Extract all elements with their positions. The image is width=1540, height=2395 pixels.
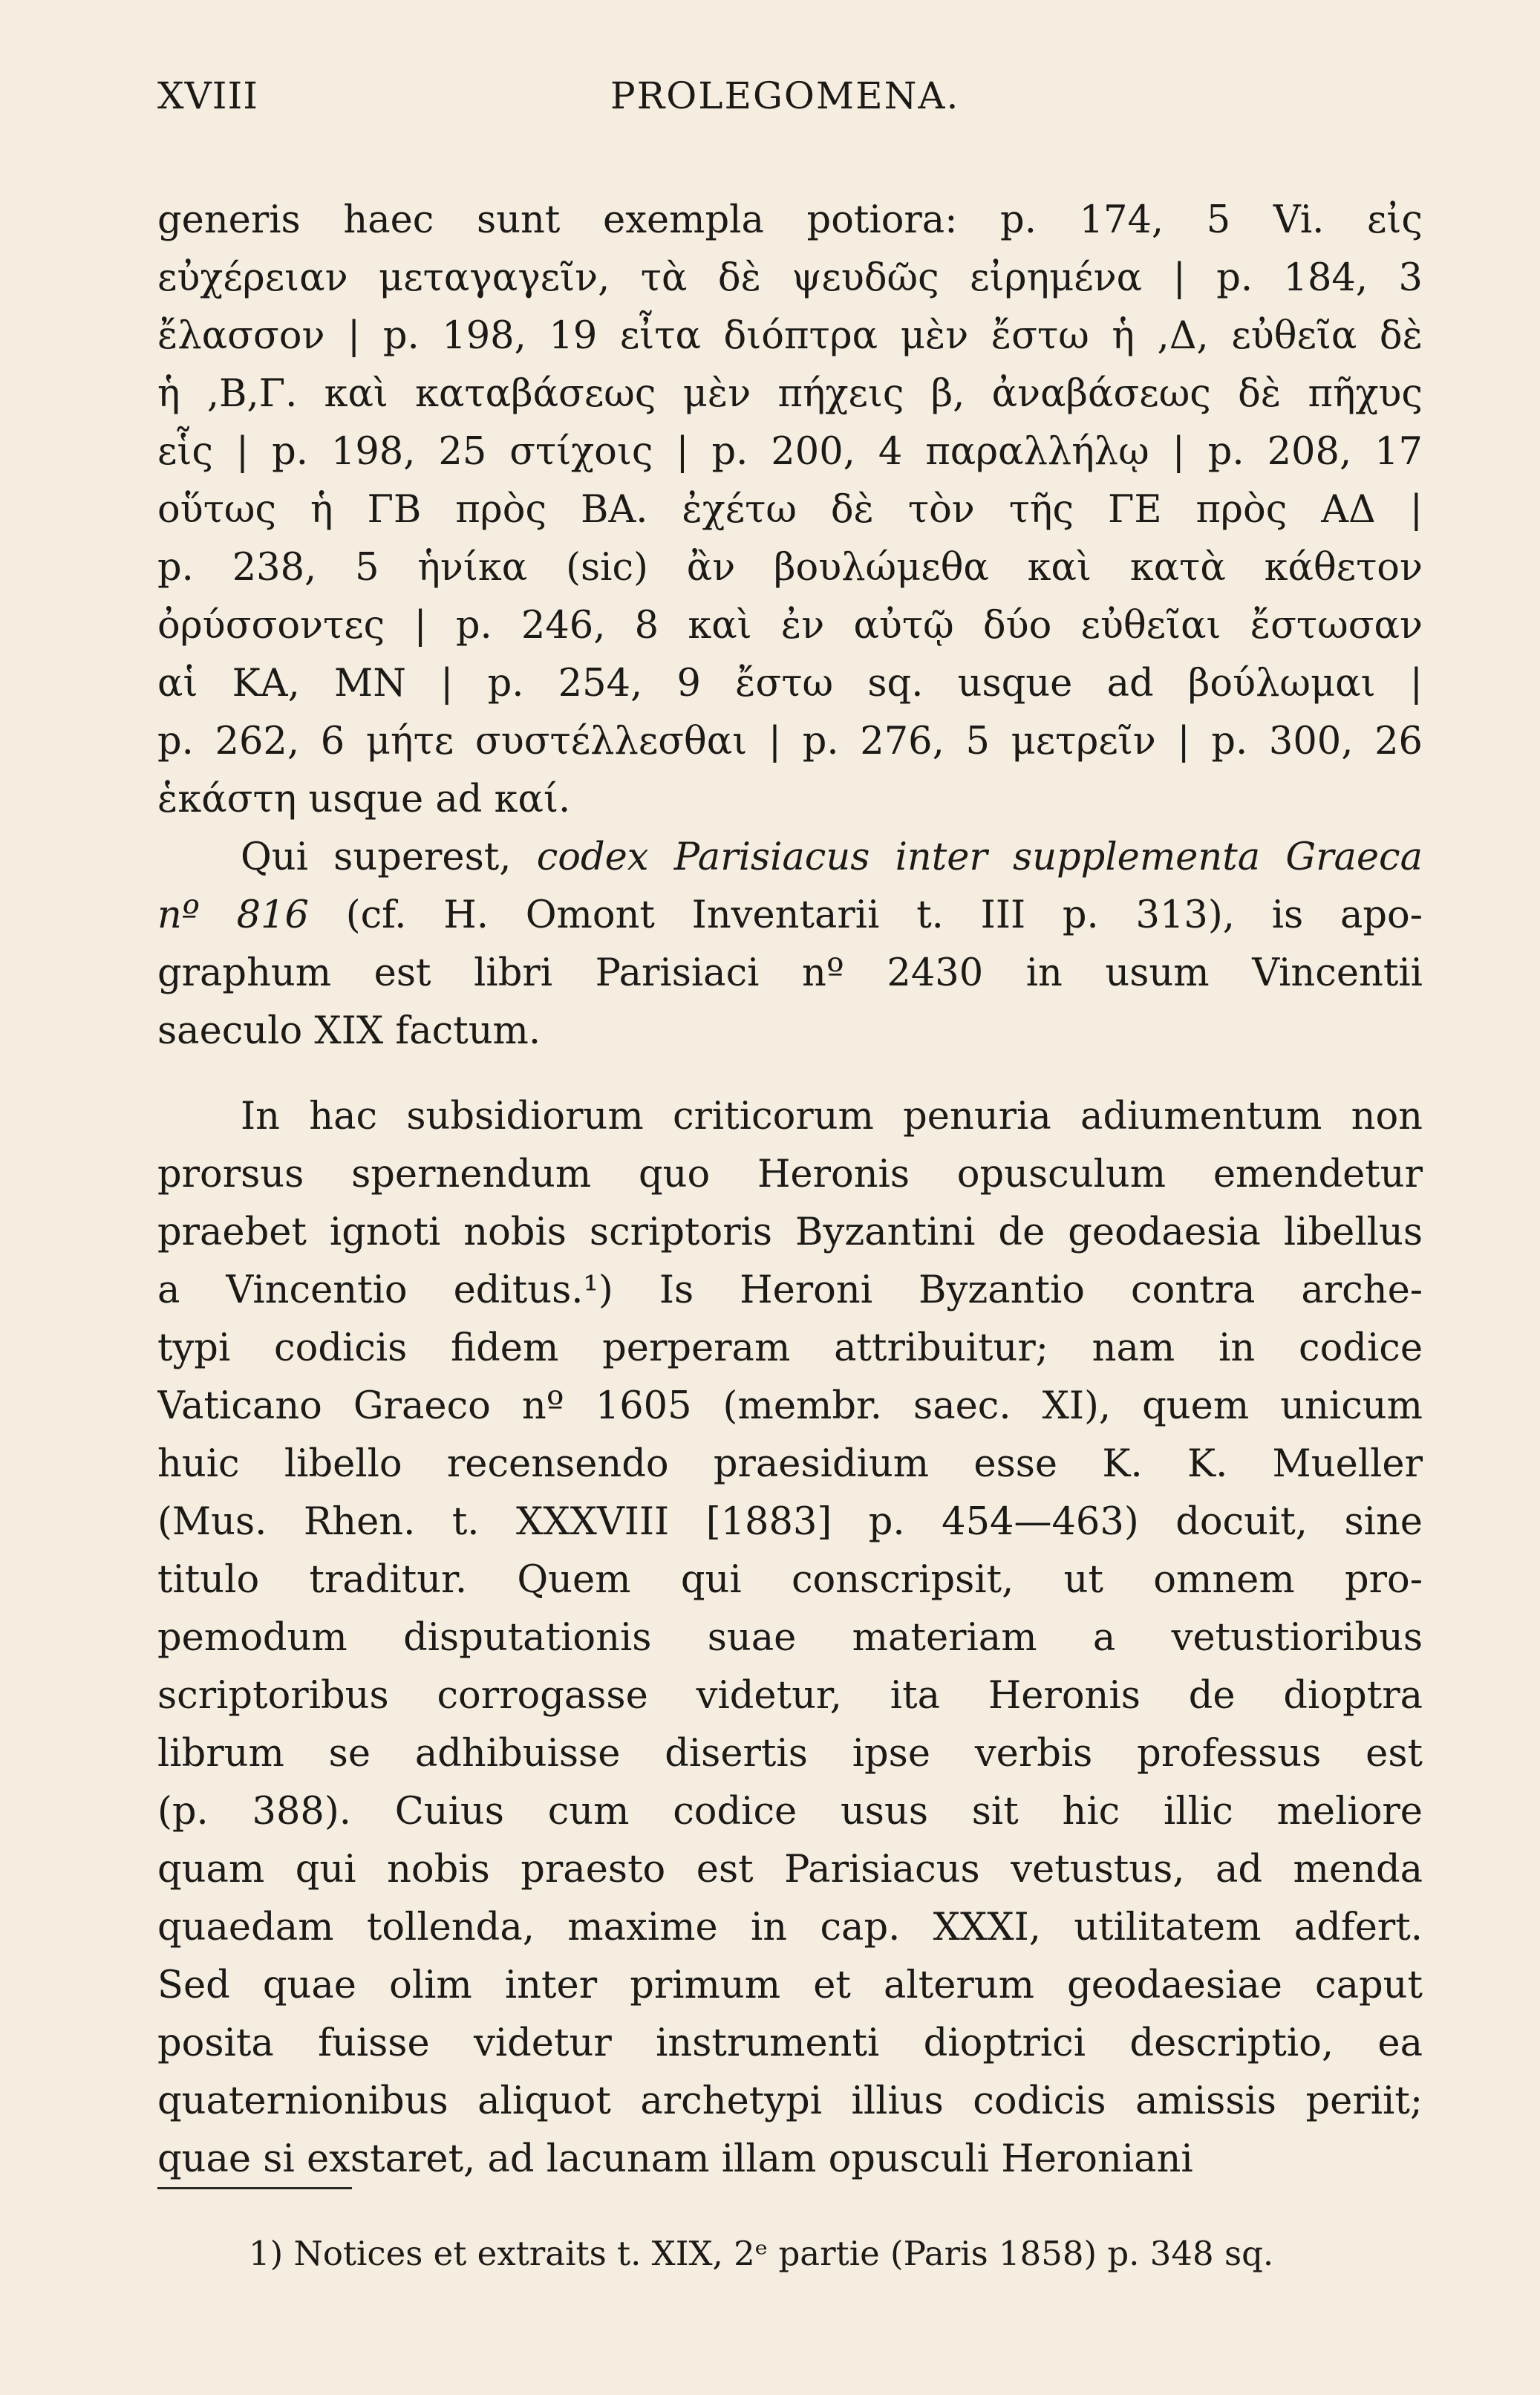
text-line: ἡ ,Β,Γ. καὶ καταβάσεως μὲν πήχεις β, ἀναβάσεως δὲ πῆχυς [157,372,1423,416]
text-line: οὕτως ἡ ΓΒ πρὸς ΒΑ. ἐχέτω δὲ τὸν τῆς ΓΕ πρὸς ΑΔ | [157,488,1423,532]
text-line: quaedam tollenda, maxime in cap. XXXI, utilitatem adfert. [157,1906,1423,1949]
text-line: posita fuisse videtur instrumenti dioptrici descriptio, ea [157,2021,1423,2065]
text-line: pemodum disputationis suae materiam a vetustioribus [157,1616,1423,1660]
text-line: (Mus. Rhen. t. XXXVIII [1883] p. 454—463) docuit, sine [157,1500,1423,1544]
text-line: (p. 388). Cuius cum codice usus sit hic illic meliore [157,1790,1423,1834]
text-line: ὀρύσσοντες | p. 246, 8 καὶ ἐν αὐτῷ δύο εὐθεῖαι ἔστωσαν [157,604,1423,648]
text-line: ἔλασσον | p. 198, 19 εἶτα διόπτρα μὲν ἔστω ἡ ,Δ, εὐθεῖα δὲ [157,314,1423,358]
text-line: εἷς | p. 198, 25 στίχοις | p. 200, 4 παραλλήλῳ | p. 208, 17 [157,430,1423,474]
footnote: 1) Notices et extraits t. XIX, 2ᵉ partie (Paris 1858) p. 348 sq. [249,2234,1274,2273]
text-line: quaternionibus aliquot archetypi illius codicis amissis periit; [157,2079,1423,2123]
text-line: saeculo XIX factum. [157,1009,541,1053]
text-line: huic libello recensendo praesidium esse K. K. Mueller [157,1442,1423,1486]
running-head [157,74,1420,134]
text-line: nº 816 (cf. H. Omont Inventarii t. III p. 313), is apo- [157,893,1423,937]
text-line: p. 262, 6 μήτε συστέλλεσθαι | p. 276, 5 μετρεῖν | p. 300, 26 [157,720,1423,763]
text-line: graphum est libri Parisiaci nº 2430 in usum Vincentii [157,951,1423,995]
text-line: scriptoribus corrogasse videtur, ita Heronis de dioptra [157,1674,1423,1718]
text-line: librum se adhibuisse disertis ipse verbis professus est [157,1732,1423,1776]
text-line: quam qui nobis praesto est Parisiacus vetustus, ad menda [157,1848,1423,1891]
text-line: titulo traditur. Quem qui conscripsit, ut omnem pro- [157,1558,1423,1602]
text-line: prorsus spernendum quo Heronis opusculum emendetur [157,1153,1423,1196]
text-line: Vaticano Graeco nº 1605 (membr. saec. XI), quem unicum [157,1384,1423,1428]
text-line: quae si exstaret, ad lacunam illam opusculi Heroniani [157,2137,1193,2181]
text-line: εὐχέρειαν μεταγαγεῖν, τὰ δὲ ψευδῶς εἰρημένα | p. 184, 3 [157,256,1423,300]
text-line: Sed quae olim inter primum et alterum geodaesiae caput [157,1964,1423,2007]
text-line: p. 238, 5 ἡνίκα (sic) ἂν βουλώμεθα καὶ κατὰ κάθετον [157,546,1423,590]
text-line: ἑκάστη usque ad καί. [157,778,571,821]
running-title: PROLEGOMENA. [610,74,960,117]
text-line: In hac subsidiorum criticorum penuria adiumentum non [241,1095,1423,1138]
text-line: Qui superest, codex Parisiacus inter supplementa Graeca [241,835,1423,879]
text-line: typi codicis fidem perperam attribuitur; nam in codice [157,1326,1423,1370]
text-line: generis haec sunt exempla potiora: p. 174, 5 Vi. εἰς [157,198,1423,242]
text-line: αἱ ΚΑ, ΜΝ | p. 254, 9 ἔστω sq. usque ad βούλωμαι | [157,662,1423,706]
page-number: XVIII [157,74,258,117]
footnote-rule [157,2187,352,2189]
text-line: a Vincentio editus.¹) Is Heroni Byzantio contra arche- [157,1268,1423,1312]
text-line: praebet ignoti nobis scriptoris Byzantini de geodaesia libellus [157,1210,1423,1254]
